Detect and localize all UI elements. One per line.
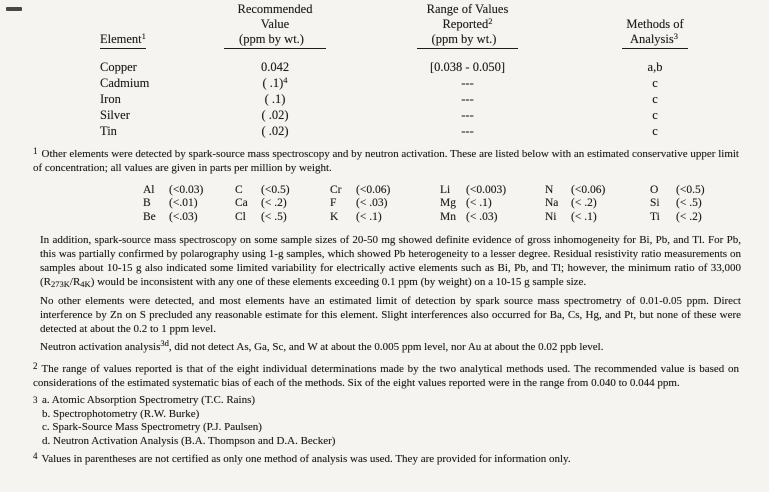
cell-methods: a,b: [647, 60, 663, 74]
cell-methods: c: [652, 76, 658, 90]
header-line: (ppm by wt.): [239, 32, 304, 46]
limit-cell: Cl (< .5): [235, 210, 287, 223]
limit-cell: Be (<.03): [143, 210, 198, 223]
method-item-d: d. Neutron Activation Analysis (B.A. Thompson and D.A. Becker): [42, 434, 336, 447]
footnote-1-marker: 1: [33, 146, 38, 156]
cell-range: [0.038 - 0.050]: [430, 60, 505, 74]
footnote-marker-2: 2: [488, 16, 493, 26]
cell-value: ( .02): [261, 108, 289, 122]
header-line: Recommended: [237, 2, 313, 16]
cell-range: ---: [461, 108, 474, 122]
limit-cell: Ti (< .2): [650, 210, 702, 223]
limit-cell: F (< .03): [330, 197, 388, 210]
footnote-2: [33, 362, 739, 390]
header-line: Analysis$^3$: [622, 32, 688, 49]
limit-cell: Ni (< .1): [545, 210, 597, 223]
cell-methods: c: [652, 124, 658, 138]
footnote-1: [33, 147, 739, 175]
cell-methods: c: [652, 92, 658, 106]
header-line: Methods of: [626, 17, 684, 31]
cell-element: Tin: [100, 124, 117, 138]
cell-value: 0.042: [260, 60, 290, 74]
limit-cell: Mn (< .03): [440, 210, 498, 223]
cell-range: ---: [461, 76, 474, 90]
cell-element: Cadmium: [100, 76, 150, 90]
limit-cell: Li (<0.003): [440, 184, 507, 196]
limit-cell: Ca (< .2): [235, 197, 287, 210]
method-item-a: a. Atomic Absorption Spectrometry (T.C. Rains): [42, 394, 256, 407]
element-limits-table: [143, 184, 769, 224]
footnote-1-text: Other elements were detected by spark-source mass spectroscopy and by neutron activation. These are listed below with an estimated conservative upper limit of concentration; all values are given in parts per million by weight.: [33, 148, 739, 174]
header-line: (ppm by wt.): [431, 32, 497, 46]
footnote-marker-3d: 3d: [160, 338, 169, 349]
cell-range: ---: [461, 92, 474, 106]
header-line: Value: [260, 17, 290, 31]
cell-element: Iron: [100, 92, 121, 106]
cell-range: ---: [461, 124, 474, 138]
limit-cell: Cr (<0.06): [330, 184, 391, 196]
subscript-4k: 4K: [80, 279, 91, 290]
header-element-label: Element: [100, 32, 142, 46]
footnote-3: [33, 394, 739, 448]
limit-cell: Si (< .5): [650, 197, 702, 210]
limit-cell: Al (<0.03): [143, 184, 204, 196]
limit-cell: C (<0.5): [235, 184, 290, 196]
paragraph-neutron-activation: Neutron activation analysis$^{3d}$, did not detect As, Ga, Sc, and W at about the 0.005 ppm level, nor Au at about the 0.02 ppb level.: [40, 338, 604, 354]
limit-cell: Mg (< .1): [440, 197, 492, 210]
method-item-c: c. Spark-Source Mass Spectrometry (P.J. Paulsen): [42, 421, 262, 434]
cell-value: ( .1)$^4$: [262, 75, 288, 90]
footnote-2-text: The range of values reported is that of the eight individual determinations made by the two analytical methods used. The recommended value is based on considerations of the estimated systematic bias of each of the methods. Six of the eight values reported were in the range from 0.040 to 0.044 ppm.: [33, 363, 739, 390]
column-header-recommended-value: [205, 2, 345, 49]
paragraph-no-other-elements: No other elements were detected, and most elements have an estimated limit of detection by spark source mass spectrometry of 0.01-0.05 ppm. Direct interference by Zn on S precluded any reasonable estimate for this element. Slight interferences also occurred for Ba, Cs, Hg, and Pt, but none of these were detected at about the 0.2 to 1 ppm level.: [40, 295, 741, 336]
limit-cell: N (<0.06): [545, 184, 606, 196]
cell-value: ( .02): [261, 124, 289, 138]
limit-cell: Na (< .2): [545, 197, 597, 210]
header-line: Range of Values: [426, 2, 509, 16]
cell-value: ( .1): [264, 92, 286, 106]
paragraph-inhomogeneity: In addition, spark-source mass spectroscopy on some sample sizes of 20-50 mg showed definite evidence of gross inhomogeneity for Bi, Pb, and Tl. For Pb, this was partially confirmed by polarography using 1-g samples, which showed Pb heterogeneity to a lesser degree. Residual resistivity ratio measurements on samples about 10-15 g also indicated some limited variability for electrically active elements such as Bi, Pb, and Tl; however, the minimum ratio of 33,000 $(R_{273K}/R_{4K})$ would be inconsistent with any one of these elements exceeding 0.1 ppm (by weight) on a 10-15 g sample size.: [40, 234, 741, 290]
limit-cell: K (< .1): [330, 210, 382, 223]
column-header-range-of-values: [345, 2, 590, 49]
footnote-4-marker: 4: [33, 451, 38, 462]
limit-cell: O (<0.5): [650, 184, 705, 196]
header-line: Reported$^2$: [442, 16, 493, 31]
footnote-2-marker: 2: [33, 361, 38, 372]
footnote-4: [33, 452, 739, 466]
footnote-marker-1: 1: [141, 31, 146, 41]
cell-methods: c: [652, 108, 658, 122]
footnote-3-marker: 3: [33, 395, 38, 406]
limit-cell: B (<.01): [143, 197, 198, 210]
subscript-273k: 273K: [51, 279, 70, 290]
footnote-marker-3: 3: [673, 31, 678, 41]
column-header-element: [100, 32, 205, 49]
method-item-b: b. Spectrophotometry (R.W. Burke): [42, 407, 200, 420]
scan-artifact: [6, 7, 22, 11]
cell-element: Copper: [100, 60, 137, 74]
table-body: [100, 59, 769, 139]
table-header: [100, 2, 769, 49]
cell-element: Silver: [100, 108, 130, 122]
method-list: [42, 394, 739, 448]
column-header-methods: [590, 17, 720, 49]
footnote-4-text: Values in parentheses are not certified as only one method of analysis was used. They are provided for information only.: [41, 453, 571, 466]
